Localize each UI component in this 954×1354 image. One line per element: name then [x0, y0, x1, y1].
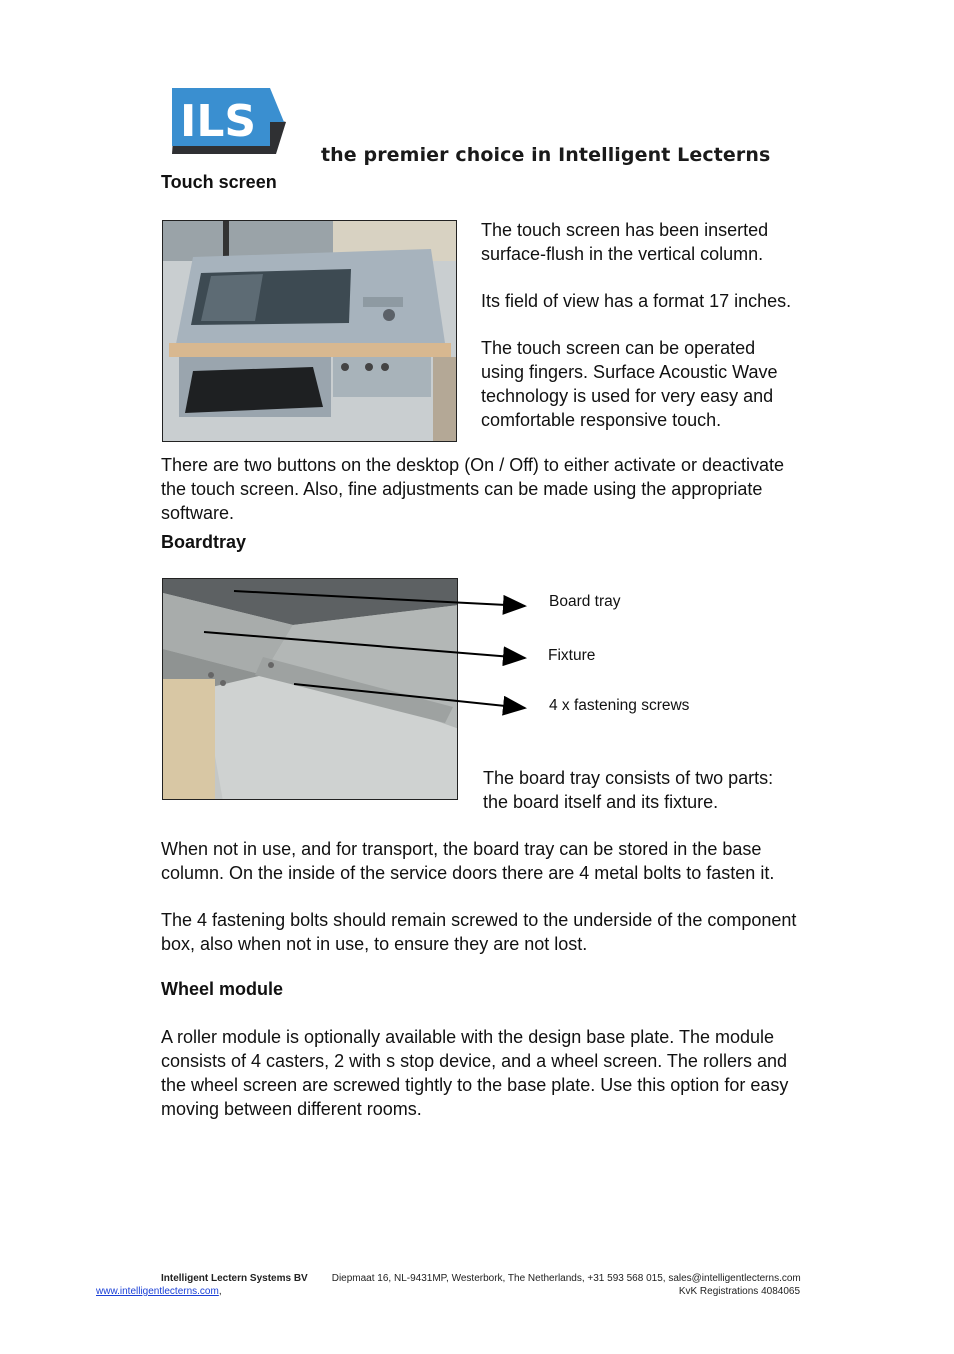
wheel-module-para-1: A roller module is optionally available with the design base plate. The module consists of 4 casters, 2 with s stop device, and a wheel screen. The rollers and the wheel screen are screwed tightly to the base plate. Use this option for easy moving between different rooms. [161, 1027, 789, 1119]
footer-registration: KvK Registrations 4084065 [678, 1286, 800, 1297]
touch-screen-para-2: Its field of view has a format 17 inches. [481, 291, 792, 311]
footer-website-link[interactable]: www.intelligentlecterns.com [96, 1286, 219, 1297]
label-fastening-screws: 4 x fastening screws [549, 697, 690, 714]
tagline: the premier choice in Intelligent Lecterns [321, 144, 771, 166]
touch-screen-illustration [163, 221, 457, 442]
label-board-tray: Board tray [549, 593, 621, 610]
heading-wheel-module: Wheel module [161, 979, 284, 999]
arrow-fixture [204, 632, 525, 658]
ils-logo [172, 88, 286, 154]
heading-boardtray: Boardtray [161, 532, 247, 552]
heading-touch-screen: Touch screen [161, 172, 277, 192]
footer-website-line [96, 1286, 222, 1297]
footer-line-1 [161, 1273, 801, 1284]
footer-company: Intelligent Lectern Systems BV [161, 1273, 308, 1284]
touch-screen-photo [162, 220, 457, 442]
boardtray-para-2: When not in use, and for transport, the board tray can be stored in the base column. On the inside of the service doors there are 4 metal bolts to fasten it. [161, 839, 775, 883]
logo-text: ILS [180, 96, 257, 147]
callout-arrows [160, 576, 540, 726]
boardtray-para-1: The board tray consists of two parts: the board itself and its fixture. [483, 768, 774, 812]
label-fixture: Fixture [548, 647, 596, 664]
touch-screen-para-1: The touch screen has been inserted surface-flush in the vertical column. [481, 220, 769, 264]
boardtray-para-3: The 4 fastening bolts should remain screwed to the underside of the component box, also when not in use, to ensure they are not lost. [161, 910, 797, 954]
arrow-board-tray [234, 591, 525, 606]
arrow-fastening-screws [294, 684, 525, 708]
touch-screen-para-3: The touch screen can be operated using fingers. Surface Acoustic Wave technology is used for very easy and comfortable responsive touch. [481, 338, 778, 430]
footer-address: Diepmaat 16, NL-9431MP, Westerbork, The Netherlands, +31 593 568 015, sales@intelligentlecterns.com [331, 1273, 801, 1284]
footer-website-suffix: , [218, 1286, 222, 1297]
touch-screen-para-4: There are two buttons on the desktop (On / Off) to either activate or deactivate the touch screen. Also, fine adjustments can be made using the appropriate software. [161, 455, 785, 523]
